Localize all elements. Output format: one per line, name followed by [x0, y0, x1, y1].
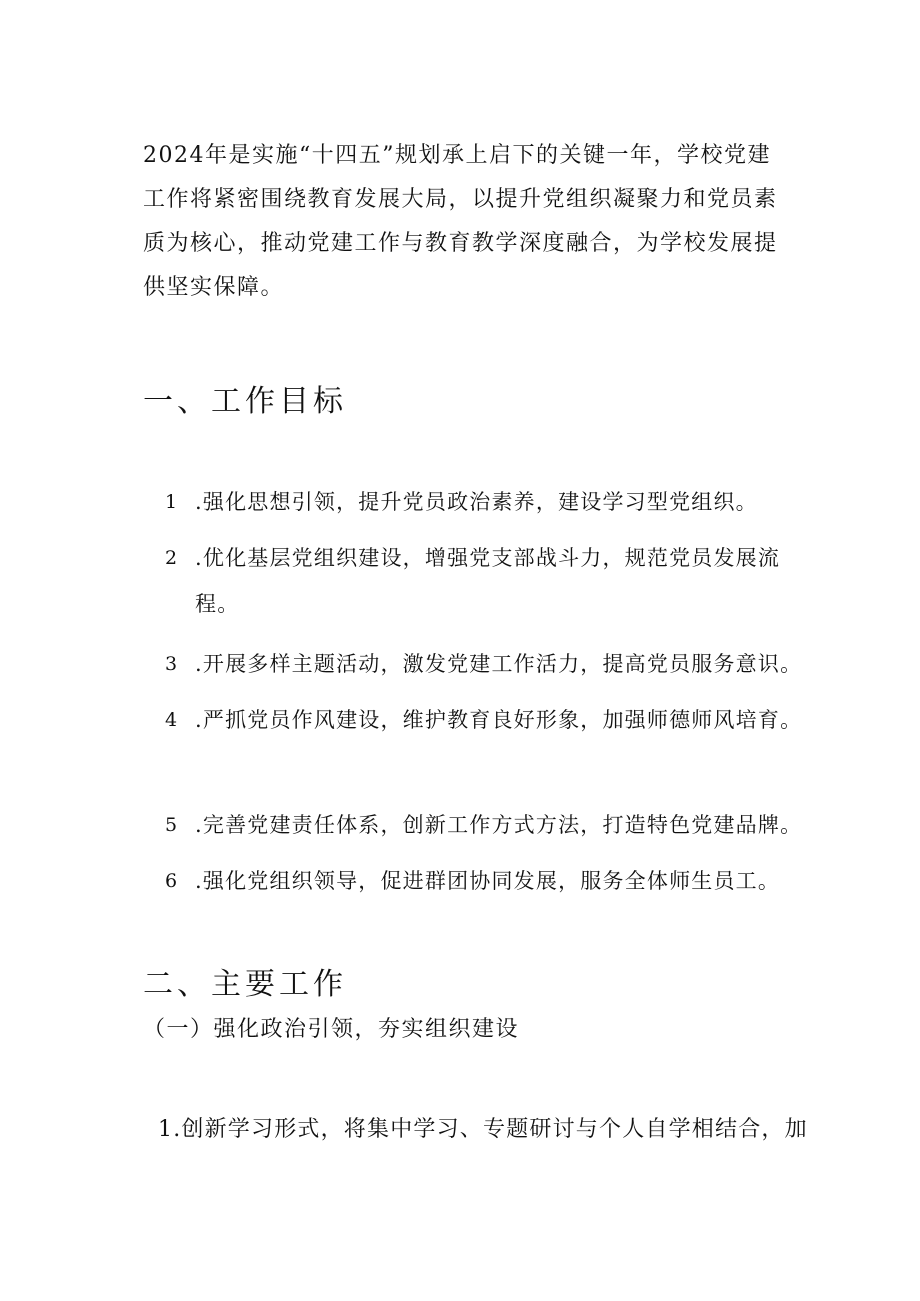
goal-text: .强化党组织领导，促进群团协同发展，服务全体师生员工。 — [195, 869, 781, 893]
goal-item-1 — [165, 479, 805, 525]
goal-number: 2 — [165, 547, 178, 569]
goal-text: .严抓党员作风建设，维护教育良好形象，加强师德师风培育。 — [195, 708, 803, 732]
goal-number: 6 — [165, 870, 178, 892]
goal-text: .完善党建责任体系，创新工作方式方法，打造特色党建品牌。 — [195, 813, 803, 837]
goal-number: 4 — [165, 709, 178, 731]
goal-number: 3 — [165, 653, 178, 675]
goal-item-6 — [165, 858, 805, 904]
work-item-1: 1.创新学习形式，将集中学习、专题研讨与个人自学相结合，加 — [158, 1117, 808, 1142]
goal-number: 5 — [165, 814, 178, 836]
goal-item-2 — [165, 535, 805, 627]
section-heading-main-work: 二、主要工作 — [143, 967, 347, 1002]
goal-text: .优化基层党组织建设，增强党支部战斗力，规范党员发展流程。 — [195, 546, 781, 616]
goal-item-3 — [165, 641, 805, 687]
goal-item-4 — [165, 697, 805, 743]
goal-text: .强化思想引领，提升党员政治素养，建设学习型党组织。 — [195, 490, 758, 514]
subsection-heading: （一）强化政治引领，夯实组织建设 — [143, 1017, 520, 1042]
goal-item-5 — [165, 802, 805, 848]
intro-paragraph: 2024年是实施“十四五”规划承上启下的关键一年，学校党建工作将紧密围绕教育发展大局，以提升党组织凝聚力和党员素质为核心，推动党建工作与教育教学深度融合，为学校发展提供坚实保障。 — [143, 143, 778, 300]
goal-number: 1 — [165, 491, 178, 513]
goal-text: .开展多样主题活动，激发党建工作活力，提高党员服务意识。 — [195, 652, 803, 676]
section-heading-goals: 一、工作目标 — [143, 384, 347, 419]
